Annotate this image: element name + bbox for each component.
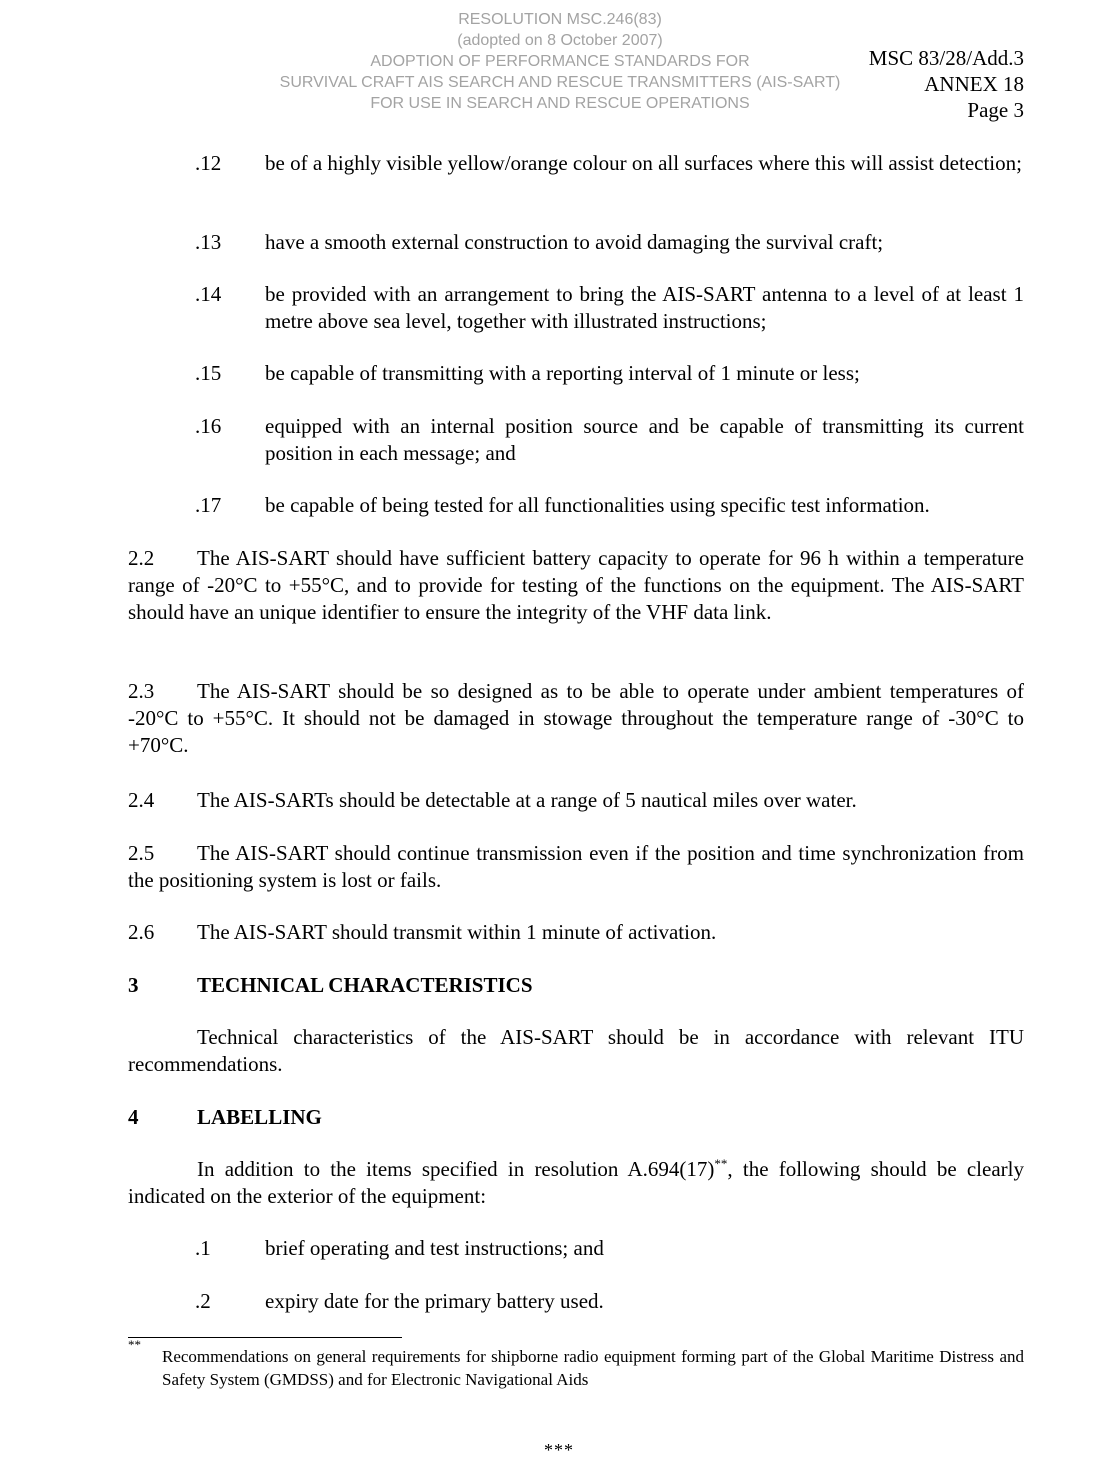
item-number: .14 [195, 282, 222, 306]
section-number: 4 [128, 1105, 139, 1129]
item-text: expiry date for the primary battery used. [265, 1289, 604, 1313]
item-text: brief operating and test instructions; and [265, 1236, 604, 1260]
watermark-line: SURVIVAL CRAFT AIS SEARCH AND RESCUE TRANSMITTERS (AIS-SART) [279, 74, 841, 91]
paragraph-number: 2.3 [128, 679, 155, 703]
section-4-text-after: , the following should be clearly indicated on the exterior of the equipment: [128, 1157, 1024, 1208]
item-number: .1 [195, 1236, 211, 1260]
paragraph-2-6 [128, 919, 1024, 946]
section-heading-3 [128, 972, 533, 999]
list-item [195, 413, 1024, 467]
list-item [195, 229, 1024, 256]
item-text: equipped with an internal position source and be capable of transmitting its current position in each message; and [265, 414, 1024, 465]
paragraph-2-2 [128, 545, 1024, 626]
item-text: be of a highly visible yellow/orange colour on all surfaces where this will assist detection; [265, 151, 1022, 175]
item-number: .2 [195, 1289, 211, 1313]
section-number: 3 [128, 973, 139, 997]
paragraph-text: The AIS-SARTs should be detectable at a range of 5 nautical miles over water. [197, 788, 857, 812]
item-number: .17 [195, 493, 222, 517]
list-item [195, 150, 1024, 177]
item-number: .15 [195, 361, 222, 385]
item-text: have a smooth external construction to avoid damaging the survival craft; [265, 230, 884, 254]
watermark-line: ADOPTION OF PERFORMANCE STANDARDS FOR [370, 53, 750, 70]
doc-ref: MSC 83/28/Add.3 [868, 46, 1024, 70]
list-item [195, 1235, 1024, 1262]
list-item [195, 492, 1024, 519]
section-4-text [128, 1156, 1024, 1210]
watermark-line: FOR USE IN SEARCH AND RESCUE OPERATIONS [370, 95, 750, 112]
footnote-separator [128, 1337, 402, 1338]
item-text: be capable of transmitting with a reporting interval of 1 minute or less; [265, 361, 860, 385]
paragraph-text: The AIS-SART should transmit within 1 minute of activation. [197, 920, 717, 944]
paragraph-text: The AIS-SART should be so designed as to be able to operate under ambient temperatures of -20°C to +55°C. It should not be damaged in stowage throughout the temperature range of -30°C to +70°C. [128, 679, 1024, 757]
page-number: Page 3 [967, 98, 1024, 122]
list-item [195, 281, 1024, 335]
annex-label: ANNEX 18 [924, 72, 1024, 96]
paragraph-number: 2.2 [128, 546, 155, 570]
watermark-line: (adopted on 8 October 2007) [457, 32, 663, 49]
item-text: be capable of being tested for all functionalities using specific test information. [265, 493, 930, 517]
section-heading-4 [128, 1104, 322, 1131]
footnote-reference: ** [714, 1156, 728, 1171]
paragraph-number: 2.4 [128, 788, 155, 812]
section-title: LABELLING [197, 1105, 322, 1129]
paragraph-text: The AIS-SART should continue transmission even if the position and time synchronization from the positioning system is lost or fails. [128, 841, 1024, 892]
item-number: .12 [195, 151, 222, 175]
footnote-text: Recommendations on general requirements for shipborne radio equipment forming part of the Global Maritime Distress and Safety System (GMDSS) and for Electronic Navigational Aids [162, 1347, 1024, 1389]
section-title: TECHNICAL CHARACTERISTICS [197, 973, 533, 997]
resolution-watermark [200, 9, 920, 114]
section-3-text: Technical characteristics of the AIS-SART should be in accordance with relevant ITU recommendations. [128, 1025, 1024, 1076]
item-text: be provided with an arrangement to bring the AIS-SART antenna to a level of at least 1 metre above sea level, together with illustrated instructions; [265, 282, 1024, 333]
paragraph-number: 2.6 [128, 920, 155, 944]
item-number: .16 [195, 414, 222, 438]
paragraph-2-3 [128, 678, 1024, 759]
list-item [195, 1288, 1024, 1315]
document-reference [869, 45, 1024, 123]
item-number: .13 [195, 230, 222, 254]
paragraph-text: The AIS-SART should have sufficient battery capacity to operate for 96 h within a temperature range of -20°C to +55°C, and to provide for testing of the functions on the equipment. The AIS-SART should have an unique identifier to ensure the integrity of the VHF data link. [128, 546, 1024, 624]
end-of-document-mark: *** [544, 1440, 574, 1460]
paragraph-2-5 [128, 840, 1024, 894]
footnote-mark: ** [128, 1337, 141, 1352]
list-item [195, 360, 1024, 387]
section-4-text-before: In addition to the items specified in resolution A.694(17) [197, 1157, 715, 1181]
paragraph-2-4 [128, 787, 1024, 814]
watermark-line: RESOLUTION MSC.246(83) [458, 11, 662, 28]
paragraph-number: 2.5 [128, 841, 155, 865]
